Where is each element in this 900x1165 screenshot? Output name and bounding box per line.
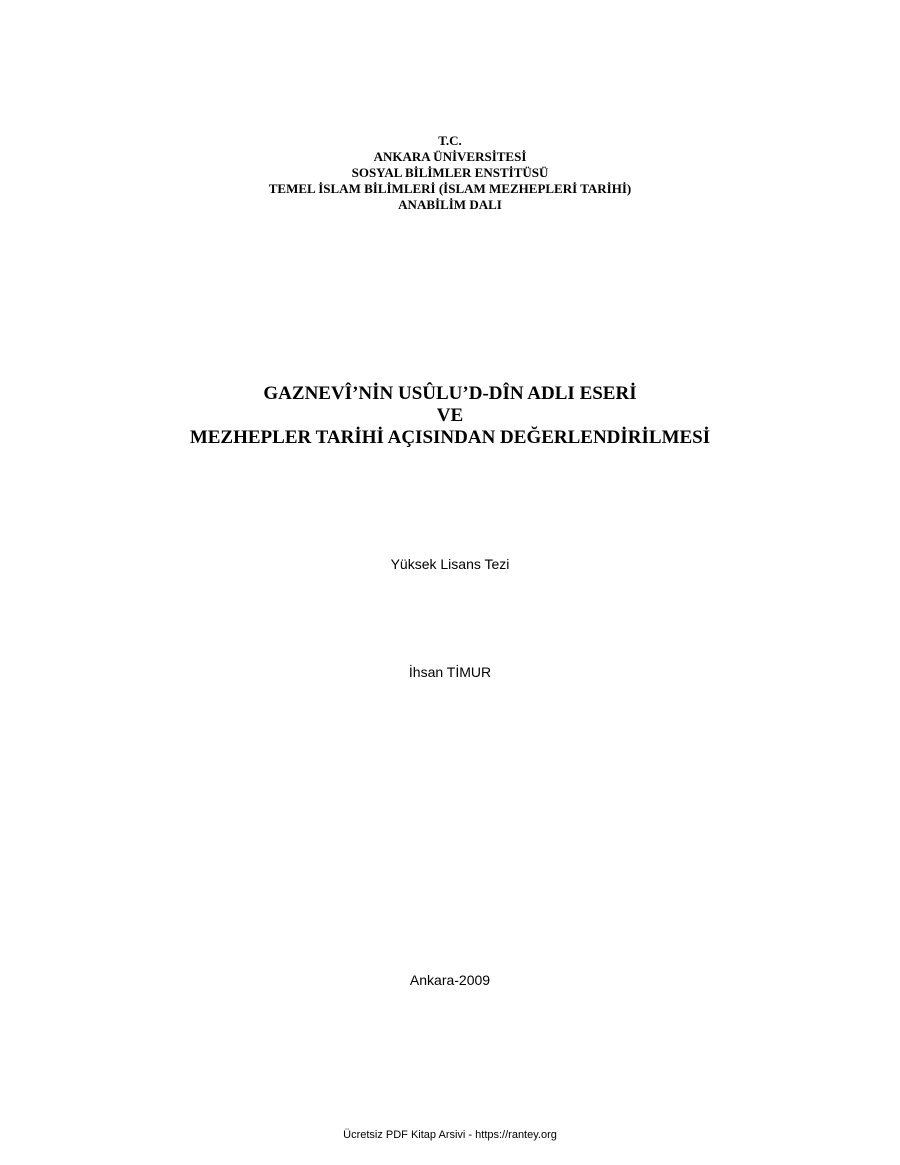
title-line-2: VE: [436, 405, 464, 426]
title-line-1: GAZNEVÎ’NİN USÛLU’D-DÎN ADLI ESERİ: [263, 383, 637, 404]
header-line-institute: SOSYAL BİLİMLER ENSTİTÜSÜ: [351, 165, 549, 180]
footer-watermark: Ücretsiz PDF Kitap Arsivi - https://rantey.org: [343, 1129, 557, 1141]
header-line-country: T.C.: [438, 133, 462, 148]
place-year: Ankara-2009: [409, 972, 491, 988]
thesis-title: [0, 383, 900, 449]
header-line-university: ANKARA ÜNİVERSİTESİ: [373, 149, 527, 164]
title-line-3: MEZHEPLER TARİHİ AÇISINDAN DEĞERLENDİRİLMESİ: [189, 427, 711, 448]
institution-header: [0, 133, 900, 213]
header-line-division: ANABİLİM DALI: [398, 197, 502, 212]
author-name: İhsan TİMUR: [408, 664, 492, 680]
header-line-department: TEMEL İSLAM BİLİMLERİ (İSLAM MEZHEPLERİ TARİHİ): [268, 181, 632, 196]
degree-type: Yüksek Lisans Tezi: [390, 556, 510, 572]
